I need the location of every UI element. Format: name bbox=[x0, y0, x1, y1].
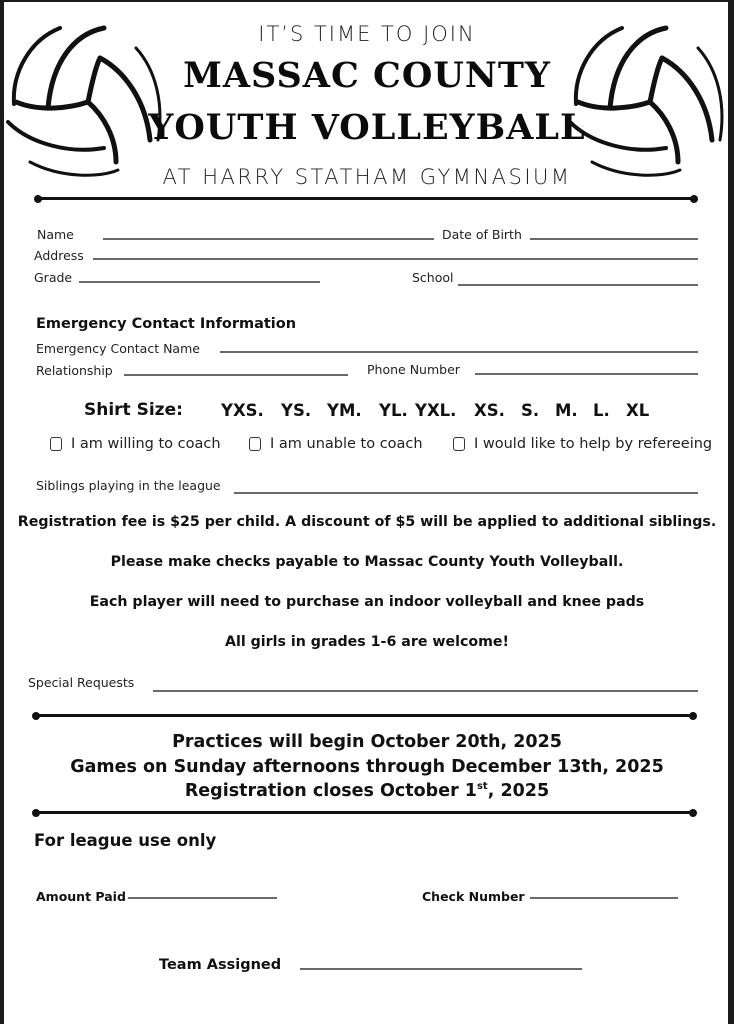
emergency-contact-name-label: Emergency Contact Name bbox=[36, 341, 200, 356]
check-number-field[interactable] bbox=[530, 897, 678, 899]
grade-field[interactable] bbox=[79, 281, 320, 283]
team-assigned-label: Team Assigned bbox=[159, 957, 282, 973]
checkbox-unable-to-coach[interactable]: I am unable to coach bbox=[249, 434, 423, 454]
special-requests-field[interactable] bbox=[153, 690, 698, 692]
phone-field[interactable] bbox=[475, 373, 698, 375]
school-label: School bbox=[412, 270, 454, 285]
notice-equipment: Each player will need to purchase an indoor volleyball and knee pads bbox=[89, 594, 645, 610]
size-option[interactable]: M. bbox=[555, 401, 578, 420]
title-line-2: YOUTH VOLLEYBALL bbox=[148, 107, 586, 148]
notice-eligibility: All girls in grades 1-6 are welcome! bbox=[224, 634, 510, 650]
checkbox-icon[interactable] bbox=[50, 437, 62, 451]
shirt-size-label: Shirt Size: bbox=[84, 400, 183, 420]
school-field[interactable] bbox=[458, 284, 698, 286]
size-option[interactable]: YXL. bbox=[415, 401, 457, 420]
notice-fee: Registration fee is $25 per child. A discount of $5 will be applied to additional siblings. bbox=[17, 514, 717, 530]
checkbox-icon[interactable] bbox=[249, 437, 261, 451]
team-assigned-field[interactable] bbox=[300, 968, 582, 970]
phone-label: Phone Number bbox=[367, 362, 460, 377]
tagline-bottom: AT HARRY STATHAM GYMNASIUM bbox=[162, 165, 572, 189]
notice-checks: Please make checks payable to Massac County Youth Volleyball. bbox=[110, 554, 624, 570]
grade-label: Grade bbox=[34, 270, 73, 285]
checkbox-icon[interactable] bbox=[453, 437, 465, 451]
size-option[interactable]: YM. bbox=[327, 401, 362, 420]
emergency-heading: Emergency Contact Information bbox=[36, 316, 297, 332]
relationship-field[interactable] bbox=[124, 374, 348, 376]
name-field[interactable] bbox=[103, 238, 434, 240]
size-option[interactable]: L. bbox=[593, 401, 610, 420]
size-option[interactable]: S. bbox=[521, 401, 540, 420]
address-label: Address bbox=[34, 248, 84, 263]
size-option[interactable]: YL. bbox=[379, 401, 408, 420]
emergency-contact-name-field[interactable] bbox=[220, 351, 698, 353]
amount-paid-label: Amount Paid bbox=[36, 889, 126, 904]
divider-rule bbox=[37, 197, 695, 200]
title-line-1: MASSAC COUNTY bbox=[183, 55, 551, 96]
schedule-games: Games on Sunday afternoons through December 13th, 2025 bbox=[70, 757, 664, 777]
dob-label: Date of Birth bbox=[442, 227, 522, 242]
size-option[interactable]: YXS. bbox=[221, 401, 264, 420]
dob-field[interactable] bbox=[530, 238, 698, 240]
address-field[interactable] bbox=[93, 258, 698, 260]
checkbox-willing-to-coach[interactable]: I am willing to coach bbox=[50, 434, 221, 454]
name-label: Name bbox=[37, 227, 74, 242]
size-option[interactable]: XL bbox=[626, 401, 650, 420]
siblings-field[interactable] bbox=[234, 492, 698, 494]
check-number-label: Check Number bbox=[422, 889, 525, 904]
special-requests-label: Special Requests bbox=[28, 675, 135, 690]
shirt-size-row bbox=[0, 400, 734, 422]
league-use-heading: For league use only bbox=[34, 831, 217, 850]
amount-paid-field[interactable] bbox=[128, 897, 277, 899]
schedule-practices: Practices will begin October 20th, 2025 bbox=[172, 732, 562, 752]
tagline-top: IT’S TIME TO JOIN bbox=[258, 22, 476, 46]
size-option[interactable]: YS. bbox=[281, 401, 312, 420]
divider-rule bbox=[35, 811, 694, 814]
siblings-label: Siblings playing in the league bbox=[36, 478, 221, 493]
checkbox-refereeing[interactable]: I would like to help by refereeing bbox=[453, 434, 712, 454]
size-option[interactable]: XS. bbox=[474, 401, 505, 420]
schedule-registration: Registration closes October 1st, 2025 bbox=[184, 781, 550, 801]
relationship-label: Relationship bbox=[36, 363, 113, 378]
divider-rule bbox=[35, 714, 694, 717]
